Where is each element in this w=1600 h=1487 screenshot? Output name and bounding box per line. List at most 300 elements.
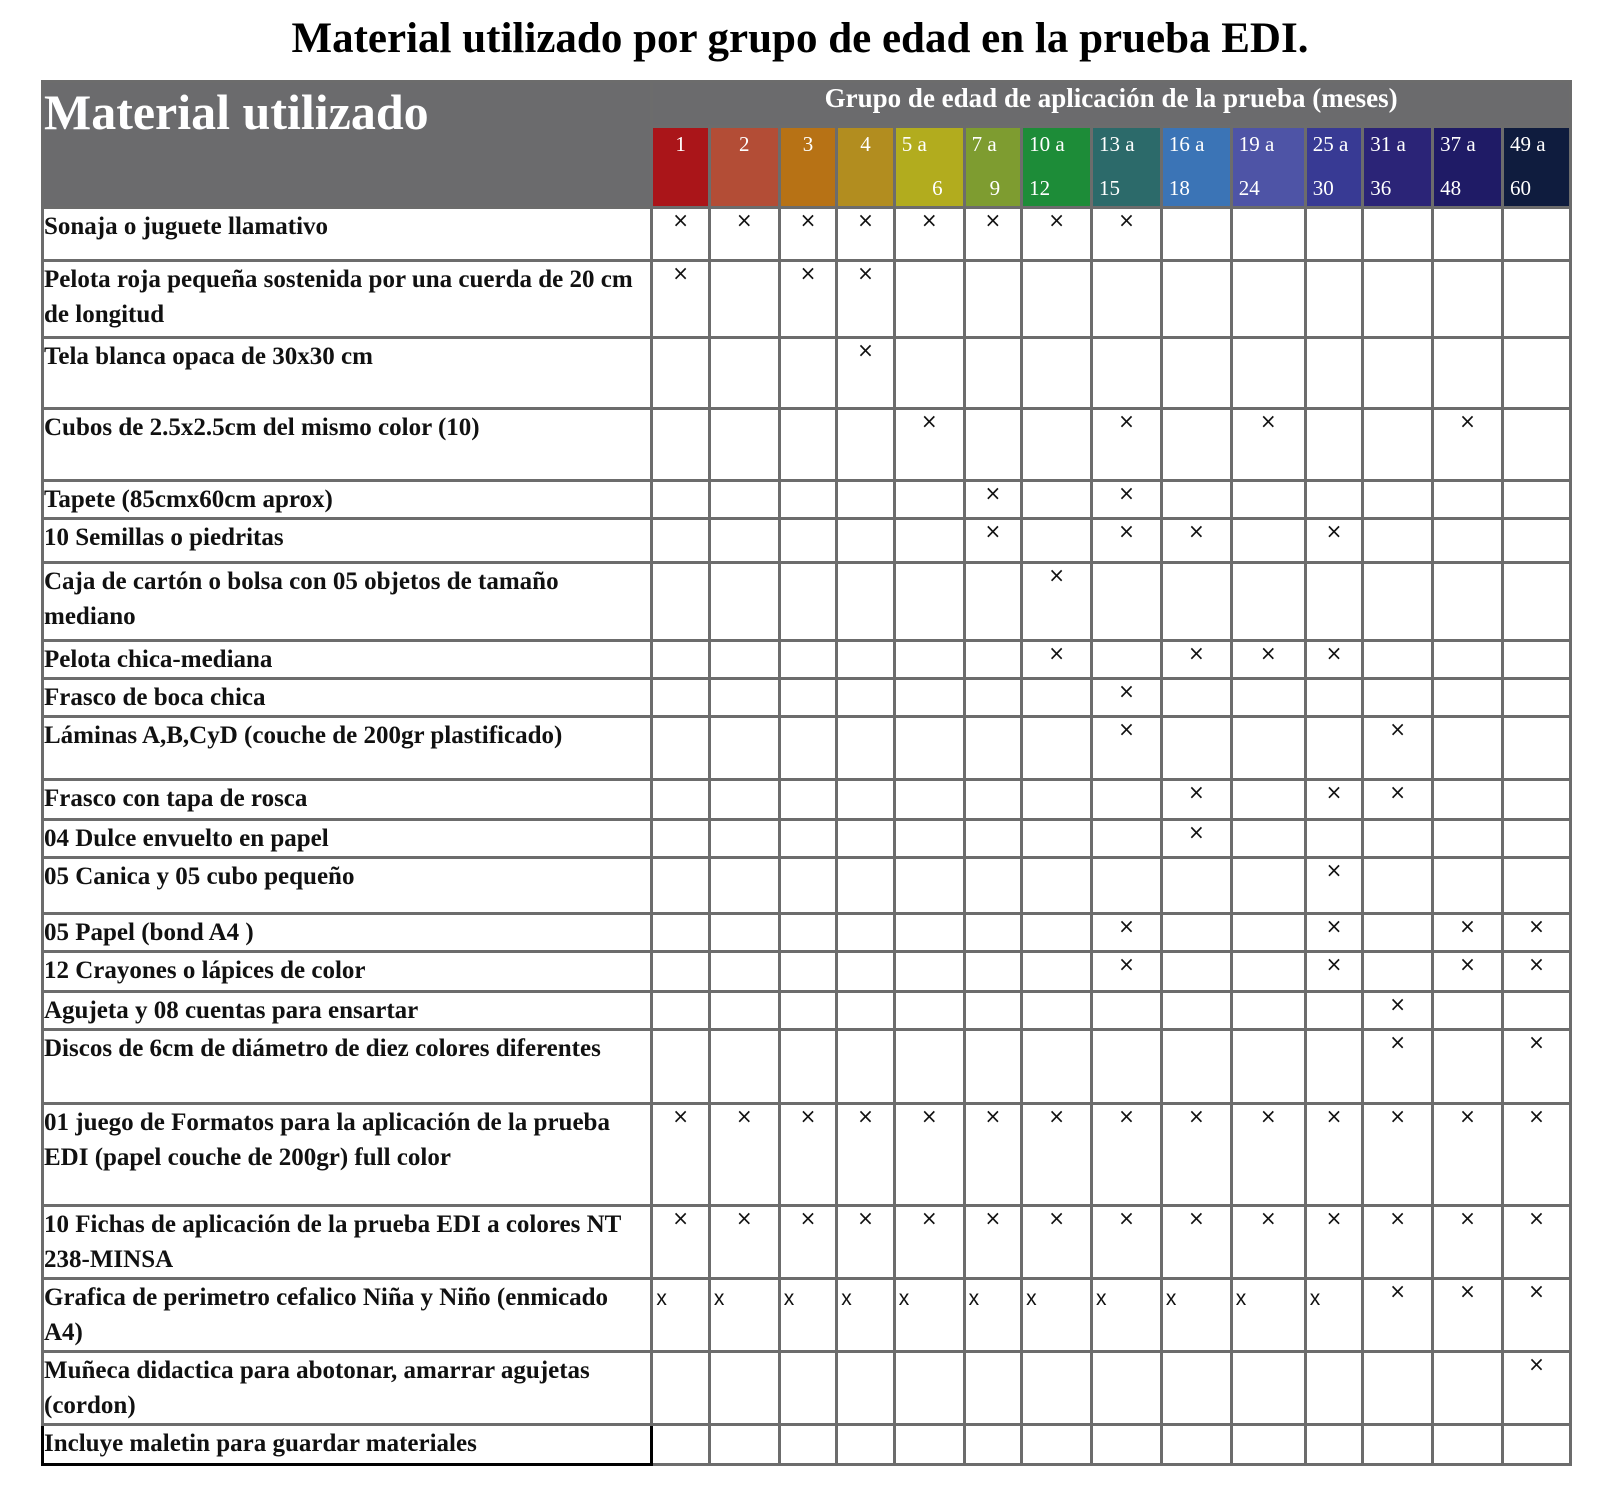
material-name: Láminas A,B,CyD (couche de 200gr plastificado): [43, 717, 652, 780]
empty-cell: [652, 679, 710, 717]
empty-cell: [1092, 992, 1162, 1030]
age-group-end: 12: [1029, 176, 1051, 200]
usage-mark: ×: [1305, 914, 1363, 952]
usage-mark: ×: [1092, 519, 1162, 563]
empty-cell: [1363, 208, 1433, 261]
empty-cell: [1305, 820, 1363, 858]
age-group-start: 49 a: [1509, 132, 1546, 156]
empty-cell: [1305, 409, 1363, 481]
table-row: [43, 1352, 1571, 1425]
empty-cell: [1231, 1352, 1305, 1425]
empty-cell: [1092, 641, 1162, 679]
empty-cell: [894, 563, 964, 641]
empty-cell: [1363, 481, 1433, 519]
empty-cell: [1502, 481, 1570, 519]
empty-cell: [1305, 1425, 1363, 1465]
empty-cell: [1022, 338, 1092, 409]
empty-cell: [1161, 952, 1231, 992]
empty-cell: [1433, 641, 1503, 679]
age-group-cell: [1022, 127, 1092, 208]
empty-cell: [709, 261, 779, 338]
empty-cell: [779, 409, 837, 481]
empty-cell: [1161, 717, 1231, 780]
empty-cell: [709, 563, 779, 641]
empty-cell: [1161, 261, 1231, 338]
empty-cell: [964, 858, 1022, 914]
empty-cell: [1022, 780, 1092, 820]
empty-cell: [894, 1030, 964, 1104]
empty-cell: [652, 780, 710, 820]
age-group-start: 10 a: [1029, 132, 1065, 156]
empty-cell: [1092, 820, 1162, 858]
empty-cell: [1231, 780, 1305, 820]
empty-cell: [1022, 409, 1092, 481]
usage-mark: ×: [652, 1104, 710, 1206]
empty-cell: [1161, 1425, 1231, 1465]
material-name: Grafica de perimetro cefalico Niña y Niño (enmicado A4): [43, 1279, 652, 1352]
empty-cell: [779, 1352, 837, 1425]
empty-cell: [837, 820, 895, 858]
age-group-start: 3: [802, 132, 814, 156]
usage-mark: ×: [1161, 780, 1231, 820]
material-name: 05 Canica y 05 cubo pequeño: [43, 858, 652, 914]
empty-cell: [1022, 1425, 1092, 1465]
empty-cell: [779, 820, 837, 858]
empty-cell: [1502, 679, 1570, 717]
age-group-cell: [709, 127, 779, 208]
empty-cell: [1363, 858, 1433, 914]
age-group-end: 15: [1099, 176, 1121, 200]
table-row: [43, 1425, 1571, 1465]
empty-cell: [1161, 409, 1231, 481]
table-row: [43, 820, 1571, 858]
empty-cell: [1305, 563, 1363, 641]
material-name: Tapete (85cmx60cm aprox): [43, 481, 652, 519]
usage-mark: ×: [779, 1206, 837, 1279]
usage-mark: ×: [1433, 952, 1503, 992]
material-name: Incluye maletin para guardar materiales: [43, 1425, 652, 1465]
age-group-header: Grupo de edad de aplicación de la prueba (meses): [652, 82, 1571, 127]
empty-cell: [1092, 261, 1162, 338]
empty-cell: [652, 820, 710, 858]
usage-mark: x: [652, 1279, 710, 1352]
usage-mark: ×: [1305, 1206, 1363, 1279]
usage-mark: ×: [837, 338, 895, 409]
empty-cell: [1161, 563, 1231, 641]
table-row: [43, 641, 1571, 679]
usage-mark: ×: [1363, 717, 1433, 780]
usage-mark: ×: [1502, 1206, 1570, 1279]
empty-cell: [964, 1425, 1022, 1465]
empty-cell: [1092, 563, 1162, 641]
empty-cell: [1022, 952, 1092, 992]
empty-cell: [1363, 338, 1433, 409]
age-group-cell: [1502, 127, 1570, 208]
empty-cell: [964, 1352, 1022, 1425]
empty-cell: [1231, 679, 1305, 717]
empty-cell: [894, 992, 964, 1030]
empty-cell: [894, 519, 964, 563]
usage-mark: ×: [1022, 208, 1092, 261]
empty-cell: [779, 338, 837, 409]
material-name: 01 juego de Formatos para la aplicación de la prueba EDI (papel couche de 200gr) full color: [43, 1104, 652, 1206]
usage-mark: ×: [1231, 1104, 1305, 1206]
empty-cell: [1305, 1030, 1363, 1104]
empty-cell: [652, 338, 710, 409]
empty-cell: [652, 914, 710, 952]
usage-mark: x: [709, 1279, 779, 1352]
usage-mark: ×: [1502, 1279, 1570, 1352]
usage-mark: ×: [1022, 1206, 1092, 1279]
usage-mark: ×: [1022, 641, 1092, 679]
empty-cell: [837, 1352, 895, 1425]
age-group-start: 16 a: [1168, 132, 1205, 156]
empty-cell: [964, 992, 1022, 1030]
usage-mark: ×: [894, 409, 964, 481]
material-name: Muñeca didactica para abotonar, amarrar agujetas (cordon): [43, 1352, 652, 1425]
empty-cell: [837, 717, 895, 780]
empty-cell: [652, 858, 710, 914]
age-group-cell: [1161, 127, 1231, 208]
table-row: [43, 1206, 1571, 1279]
usage-mark: ×: [1092, 914, 1162, 952]
age-group-start: 1: [675, 132, 686, 156]
usage-mark: ×: [1305, 1104, 1363, 1206]
empty-cell: [709, 1030, 779, 1104]
table-row: [43, 858, 1571, 914]
empty-cell: [1305, 717, 1363, 780]
materials-table: [41, 80, 1572, 1466]
empty-cell: [1502, 717, 1570, 780]
empty-cell: [894, 679, 964, 717]
usage-mark: ×: [1161, 820, 1231, 858]
empty-cell: [1161, 1030, 1231, 1104]
empty-cell: [1092, 858, 1162, 914]
empty-cell: [1305, 1352, 1363, 1425]
empty-cell: [1092, 1030, 1162, 1104]
usage-mark: ×: [1502, 1104, 1570, 1206]
empty-cell: [1231, 519, 1305, 563]
usage-mark: ×: [964, 481, 1022, 519]
empty-cell: [779, 563, 837, 641]
empty-cell: [1363, 261, 1433, 338]
usage-mark: ×: [1092, 717, 1162, 780]
table-row: [43, 992, 1571, 1030]
empty-cell: [894, 717, 964, 780]
empty-cell: [1161, 338, 1231, 409]
table-row: [43, 1030, 1571, 1104]
empty-cell: [1231, 1030, 1305, 1104]
age-group-end: 48: [1440, 176, 1462, 200]
empty-cell: [1363, 563, 1433, 641]
empty-cell: [1305, 208, 1363, 261]
empty-cell: [779, 717, 837, 780]
empty-cell: [1022, 820, 1092, 858]
age-group-cell: [652, 127, 710, 208]
empty-cell: [837, 409, 895, 481]
empty-cell: [1502, 820, 1570, 858]
empty-cell: [1502, 641, 1570, 679]
usage-mark: ×: [1161, 519, 1231, 563]
table-row: [43, 1279, 1571, 1352]
material-name: 04 Dulce envuelto en papel: [43, 820, 652, 858]
empty-cell: [1502, 780, 1570, 820]
empty-cell: [1502, 992, 1570, 1030]
empty-cell: [1022, 858, 1092, 914]
empty-cell: [709, 914, 779, 952]
table-row: [43, 914, 1571, 952]
table-row: [43, 1104, 1571, 1206]
empty-cell: [1502, 409, 1570, 481]
empty-cell: [837, 952, 895, 992]
empty-cell: [964, 679, 1022, 717]
material-name: Tela blanca opaca de 30x30 cm: [43, 338, 652, 409]
usage-mark: ×: [709, 1104, 779, 1206]
age-group-end: 60: [1509, 176, 1531, 200]
table-row: [43, 717, 1571, 780]
empty-cell: [1022, 261, 1092, 338]
usage-mark: ×: [894, 1206, 964, 1279]
empty-cell: [1231, 563, 1305, 641]
usage-mark: ×: [964, 519, 1022, 563]
usage-mark: ×: [1433, 1279, 1503, 1352]
usage-mark: ×: [837, 208, 895, 261]
empty-cell: [1433, 519, 1503, 563]
empty-cell: [1433, 820, 1503, 858]
empty-cell: [1231, 208, 1305, 261]
usage-mark: x: [894, 1279, 964, 1352]
material-name: Pelota chica-mediana: [43, 641, 652, 679]
empty-cell: [964, 261, 1022, 338]
empty-cell: [1161, 679, 1231, 717]
empty-cell: [837, 858, 895, 914]
age-group-end: 9: [989, 176, 1001, 200]
empty-cell: [1231, 992, 1305, 1030]
empty-cell: [837, 679, 895, 717]
empty-cell: [837, 481, 895, 519]
empty-cell: [1022, 992, 1092, 1030]
age-group-start: 2: [739, 132, 750, 156]
empty-cell: [1231, 952, 1305, 992]
empty-cell: [779, 1425, 837, 1465]
usage-mark: ×: [1433, 1206, 1503, 1279]
usage-mark: ×: [1022, 563, 1092, 641]
empty-cell: [779, 641, 837, 679]
table-row: [43, 519, 1571, 563]
empty-cell: [894, 780, 964, 820]
material-name: Sonaja o juguete llamativo: [43, 208, 652, 261]
empty-cell: [1433, 1425, 1503, 1465]
material-name: Cubos de 2.5x2.5cm del mismo color (10): [43, 409, 652, 481]
empty-cell: [1433, 481, 1503, 519]
empty-cell: [1502, 1425, 1570, 1465]
age-group-start: 19 a: [1238, 132, 1275, 156]
usage-mark: ×: [1433, 1104, 1503, 1206]
empty-cell: [779, 481, 837, 519]
usage-mark: ×: [1433, 914, 1503, 952]
empty-cell: [1363, 641, 1433, 679]
empty-cell: [1502, 208, 1570, 261]
empty-cell: [894, 641, 964, 679]
age-group-end: 30: [1312, 176, 1334, 200]
usage-mark: ×: [652, 208, 710, 261]
empty-cell: [1231, 481, 1305, 519]
age-group-start: 31 a: [1370, 132, 1406, 156]
usage-mark: ×: [1305, 641, 1363, 679]
empty-cell: [709, 519, 779, 563]
usage-mark: ×: [1363, 1030, 1433, 1104]
usage-mark: ×: [1363, 992, 1433, 1030]
empty-cell: [1363, 409, 1433, 481]
material-name: 10 Semillas o piedritas: [43, 519, 652, 563]
empty-cell: [1433, 338, 1503, 409]
material-name: Discos de 6cm de diámetro de diez colores diferentes: [43, 1030, 652, 1104]
empty-cell: [1022, 679, 1092, 717]
usage-mark: ×: [779, 1104, 837, 1206]
empty-cell: [1433, 992, 1503, 1030]
usage-mark: ×: [1305, 952, 1363, 992]
empty-cell: [837, 519, 895, 563]
age-group-start: 4: [860, 132, 871, 156]
usage-mark: ×: [894, 208, 964, 261]
table-row: [43, 952, 1571, 992]
empty-cell: [709, 409, 779, 481]
usage-mark: ×: [1305, 519, 1363, 563]
empty-cell: [709, 679, 779, 717]
usage-mark: ×: [1433, 409, 1503, 481]
empty-cell: [1022, 914, 1092, 952]
table-row: [43, 563, 1571, 641]
empty-cell: [894, 952, 964, 992]
empty-cell: [709, 952, 779, 992]
usage-mark: x: [1161, 1279, 1231, 1352]
empty-cell: [709, 1352, 779, 1425]
empty-cell: [1363, 679, 1433, 717]
empty-cell: [1363, 914, 1433, 952]
empty-cell: [1502, 519, 1570, 563]
empty-cell: [1433, 1030, 1503, 1104]
usage-mark: ×: [964, 1206, 1022, 1279]
table-row: [43, 481, 1571, 519]
usage-mark: x: [964, 1279, 1022, 1352]
empty-cell: [709, 338, 779, 409]
usage-mark: ×: [837, 261, 895, 338]
empty-cell: [779, 914, 837, 952]
empty-cell: [1433, 780, 1503, 820]
empty-cell: [1231, 820, 1305, 858]
empty-cell: [709, 717, 779, 780]
empty-cell: [1161, 914, 1231, 952]
empty-cell: [964, 780, 1022, 820]
empty-cell: [1305, 481, 1363, 519]
table-row: [43, 338, 1571, 409]
empty-cell: [964, 717, 1022, 780]
empty-cell: [837, 641, 895, 679]
empty-cell: [1502, 858, 1570, 914]
usage-mark: ×: [1092, 409, 1162, 481]
empty-cell: [1433, 261, 1503, 338]
empty-cell: [1161, 208, 1231, 261]
age-group-start: 13 a: [1099, 132, 1135, 156]
empty-cell: [709, 992, 779, 1030]
empty-cell: [709, 641, 779, 679]
usage-mark: ×: [1092, 481, 1162, 519]
empty-cell: [652, 481, 710, 519]
empty-cell: [1161, 858, 1231, 914]
empty-cell: [894, 261, 964, 338]
usage-mark: ×: [1161, 641, 1231, 679]
empty-cell: [709, 858, 779, 914]
empty-cell: [837, 1030, 895, 1104]
empty-cell: [1305, 679, 1363, 717]
usage-mark: x: [1305, 1279, 1363, 1352]
empty-cell: [1231, 338, 1305, 409]
empty-cell: [1363, 952, 1433, 992]
empty-cell: [1231, 914, 1305, 952]
empty-cell: [1161, 992, 1231, 1030]
empty-cell: [779, 858, 837, 914]
empty-cell: [652, 519, 710, 563]
empty-cell: [1433, 208, 1503, 261]
empty-cell: [652, 1425, 710, 1465]
empty-cell: [1433, 1352, 1503, 1425]
usage-mark: ×: [894, 1104, 964, 1206]
empty-cell: [1363, 820, 1433, 858]
usage-mark: ×: [1092, 679, 1162, 717]
table-row: [43, 208, 1571, 261]
material-name: Pelota roja pequeña sostenida por una cuerda de 20 cm de longitud: [43, 261, 652, 338]
empty-cell: [709, 1425, 779, 1465]
usage-mark: ×: [652, 261, 710, 338]
empty-cell: [964, 914, 1022, 952]
age-group-cell: [1363, 127, 1433, 208]
usage-mark: ×: [1161, 1104, 1231, 1206]
usage-mark: ×: [1231, 1206, 1305, 1279]
material-name: 10 Fichas de aplicación de la prueba EDI a colores NT 238-MINSA: [43, 1206, 652, 1279]
empty-cell: [652, 992, 710, 1030]
age-group-cell: [1305, 127, 1363, 208]
usage-mark: x: [837, 1279, 895, 1352]
empty-cell: [1022, 1352, 1092, 1425]
material-name: 12 Crayones o lápices de color: [43, 952, 652, 992]
empty-cell: [894, 914, 964, 952]
empty-cell: [652, 952, 710, 992]
material-name: Caja de cartón o bolsa con 05 objetos de tamaño mediano: [43, 563, 652, 641]
empty-cell: [1092, 338, 1162, 409]
empty-cell: [1231, 261, 1305, 338]
age-group-cell: [1231, 127, 1305, 208]
empty-cell: [1433, 679, 1503, 717]
usage-mark: ×: [837, 1206, 895, 1279]
empty-cell: [1231, 1425, 1305, 1465]
age-group-cell: [964, 127, 1022, 208]
empty-cell: [837, 1425, 895, 1465]
empty-cell: [964, 952, 1022, 992]
empty-cell: [652, 1352, 710, 1425]
empty-cell: [1305, 338, 1363, 409]
table-row: [43, 409, 1571, 481]
empty-cell: [652, 717, 710, 780]
usage-mark: ×: [1363, 1279, 1433, 1352]
usage-mark: ×: [1363, 780, 1433, 820]
empty-cell: [894, 338, 964, 409]
empty-cell: [1231, 858, 1305, 914]
age-group-end: 6: [932, 176, 943, 200]
empty-cell: [1363, 1425, 1433, 1465]
empty-cell: [1305, 261, 1363, 338]
usage-mark: ×: [964, 1104, 1022, 1206]
empty-cell: [1363, 519, 1433, 563]
